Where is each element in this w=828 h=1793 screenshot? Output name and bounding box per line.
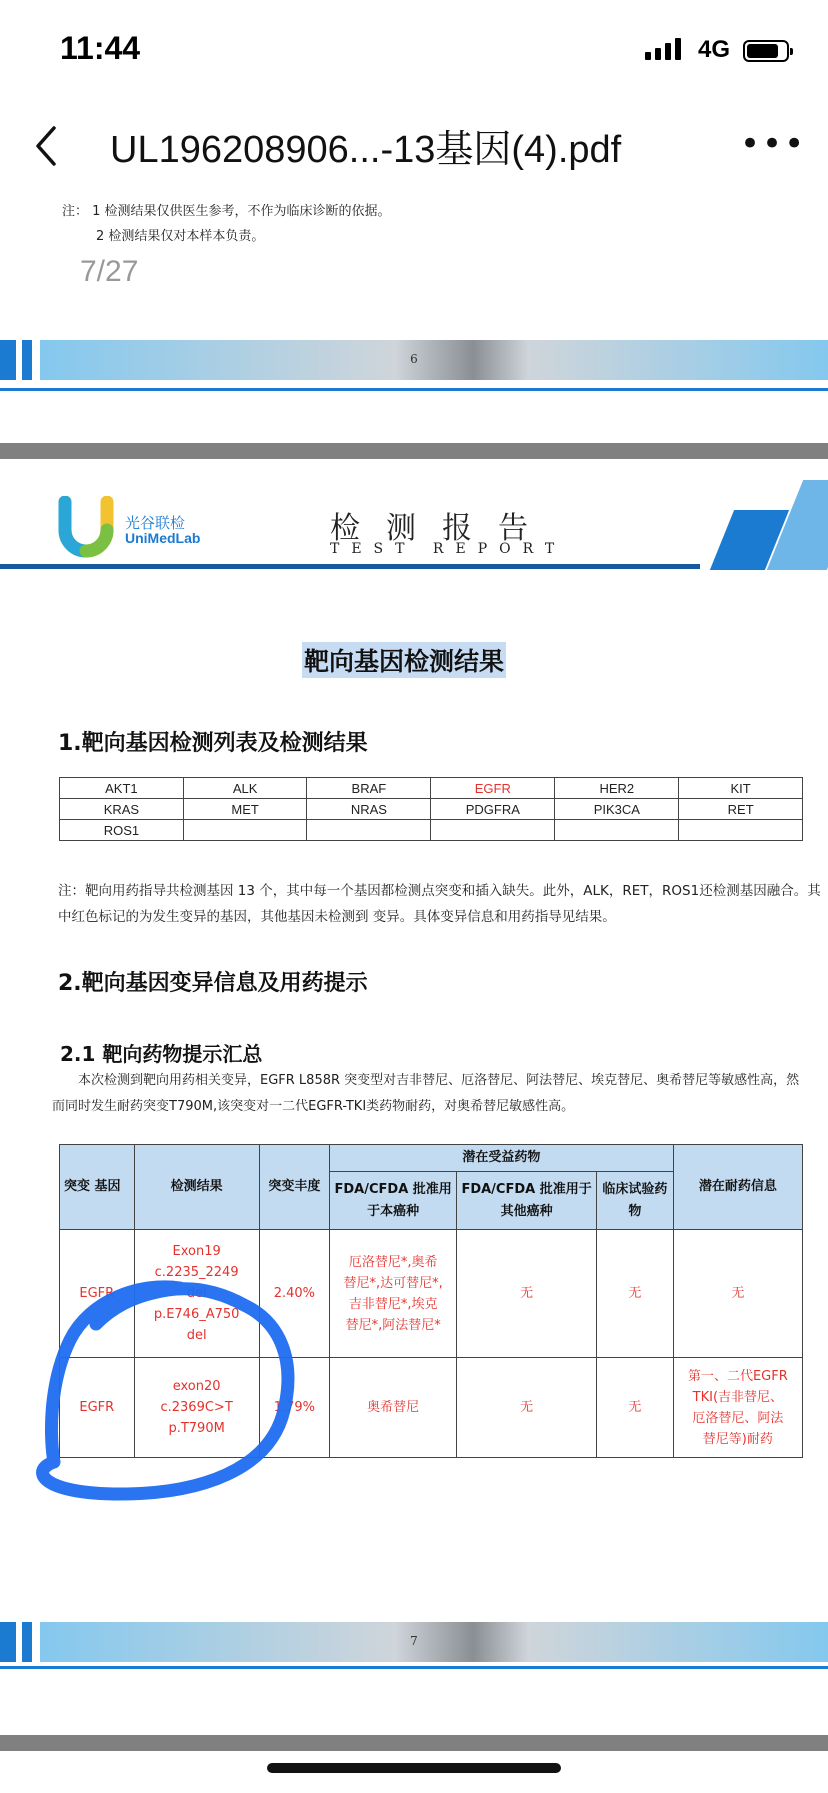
- logo-name-en: UniMedLab: [125, 530, 201, 546]
- more-horizontal-icon: •••: [740, 124, 807, 164]
- gene-cell: [679, 820, 803, 841]
- section-2-1-title: 2.1 靶向药物提示汇总: [60, 1042, 263, 1066]
- page-indicator: 7/27: [80, 255, 139, 288]
- header-rule: [0, 564, 700, 569]
- page-separator: [0, 1735, 828, 1751]
- report-title: 检测报告: [330, 511, 554, 546]
- gene-cell: KRAS: [60, 799, 184, 820]
- gene-table-row: [60, 820, 803, 841]
- gene-table-row: [60, 799, 803, 820]
- section-1-note: 注：靶向用药指导共检测基因 13 个，其中每一个基因都检测点突变和插入缺失。此外，ALK，RET，ROS1还检测基因融合。其 中红色标记的为发生变异的基因，其他基因未检测到 变异。具体变异信息和用药指导见结果。: [58, 883, 821, 925]
- cell-fda-other: 无: [457, 1230, 597, 1358]
- battery-icon: [743, 40, 789, 62]
- cell-gene: EGFR: [60, 1358, 135, 1458]
- gene-cell: [307, 820, 431, 841]
- page6-note-1: 注： 1 检测结果仅供医生参考，不作为临床诊断的依据。: [62, 204, 391, 219]
- logo-name-cn: 光谷联检: [125, 514, 186, 532]
- gene-cell: HER2: [555, 778, 679, 799]
- gene-cell: PIK3CA: [555, 799, 679, 820]
- cell-trial: 无: [596, 1358, 673, 1458]
- gene-table-row: [60, 778, 803, 799]
- page-separator: [0, 443, 828, 459]
- cell-result: Exon19 c.2235_2249 del p.E746_A750 del: [134, 1230, 259, 1358]
- gene-cell: ALK: [183, 778, 307, 799]
- cell-fda-this: 奥希替尼: [330, 1358, 457, 1458]
- gene-cell: MET: [183, 799, 307, 820]
- gene-cell: [431, 820, 555, 841]
- network-type: 4G: [698, 36, 731, 63]
- cell-fda-other: 无: [457, 1358, 597, 1458]
- col-resistance: 潜在耐药信息: [673, 1145, 802, 1230]
- home-indicator[interactable]: [267, 1763, 561, 1773]
- cell-resistance: 第一、二代EGFR TKI(吉非替尼、 厄洛替尼、阿法 替尼等)耐药: [673, 1358, 802, 1458]
- gene-cell: ROS1: [60, 820, 184, 841]
- gene-cell: EGFR: [431, 778, 555, 799]
- page6-footer: [0, 336, 828, 384]
- section-2-title: 2.靶向基因变异信息及用药提示: [58, 971, 368, 996]
- col-benefit-group: 潜在受益药物: [330, 1145, 674, 1172]
- gene-cell: KIT: [679, 778, 803, 799]
- section-1-title: 1.靶向基因检测列表及检测结果: [58, 731, 368, 756]
- status-time: 11:44: [60, 30, 141, 66]
- cell-fda-this: 厄洛替尼*,奥希 替尼*,达可替尼*, 吉非替尼*,埃克 替尼*,阿法替尼*: [330, 1230, 457, 1358]
- page6-footer-number: 6: [410, 352, 418, 366]
- gene-cell: AKT1: [60, 778, 184, 799]
- back-button[interactable]: [30, 120, 70, 170]
- cell-resistance: 无: [673, 1230, 802, 1358]
- document-title: UL196208906...-13基因(4).pdf: [110, 129, 622, 171]
- col-fda-this: FDA/CFDA 批准用于本癌种: [330, 1172, 457, 1230]
- col-result: 检测结果: [134, 1145, 259, 1230]
- cell-frequency: 2.40%: [259, 1230, 329, 1358]
- chevron-left-icon: [30, 120, 70, 170]
- page6-note-2: 2 检测结果仅对本样本负责。: [96, 229, 265, 244]
- cell-frequency: 1.79%: [259, 1358, 329, 1458]
- page7-footer: [0, 1618, 828, 1666]
- drug-table: [59, 1144, 803, 1458]
- col-gene: 突变 基因: [60, 1145, 135, 1230]
- cell-trial: 无: [596, 1230, 673, 1358]
- col-frequency: 突变丰度: [259, 1145, 329, 1230]
- drug-table-row: [60, 1230, 803, 1358]
- col-fda-other: FDA/CFDA 批准用于其他癌种: [457, 1172, 597, 1230]
- drug-table-row: [60, 1358, 803, 1458]
- gene-cell: BRAF: [307, 778, 431, 799]
- gene-table: [59, 777, 803, 841]
- more-button[interactable]: [740, 124, 806, 164]
- gene-cell: [183, 820, 307, 841]
- gene-cell: RET: [679, 799, 803, 820]
- gene-cell: [555, 820, 679, 841]
- gene-cell: PDGFRA: [431, 799, 555, 820]
- summary-text: 本次检测到靶向用药相关变异，EGFR L858R 突变型对吉非替尼、厄洛替尼、阿法替尼、埃克替尼、奥希替尼等敏感性高，然 而同时发生耐药突变T790M,该突变对一二代EGFR-TKI类药物耐药，对奥希替尼敏感性高。: [52, 1073, 800, 1114]
- report-subtitle: TEST REPORT: [330, 541, 567, 557]
- page7-footer-number: 7: [410, 1634, 418, 1648]
- unimedlab-logo-icon: [55, 496, 117, 558]
- gene-cell: NRAS: [307, 799, 431, 820]
- col-trial: 临床试验药物: [596, 1172, 673, 1230]
- cell-gene: EGFR: [60, 1230, 135, 1358]
- status-bar: [0, 0, 828, 100]
- cell-result: exon20 c.2369C>T p.T790M: [134, 1358, 259, 1458]
- main-title: 靶向基因检测结果: [302, 642, 506, 678]
- signal-icon: [645, 38, 689, 60]
